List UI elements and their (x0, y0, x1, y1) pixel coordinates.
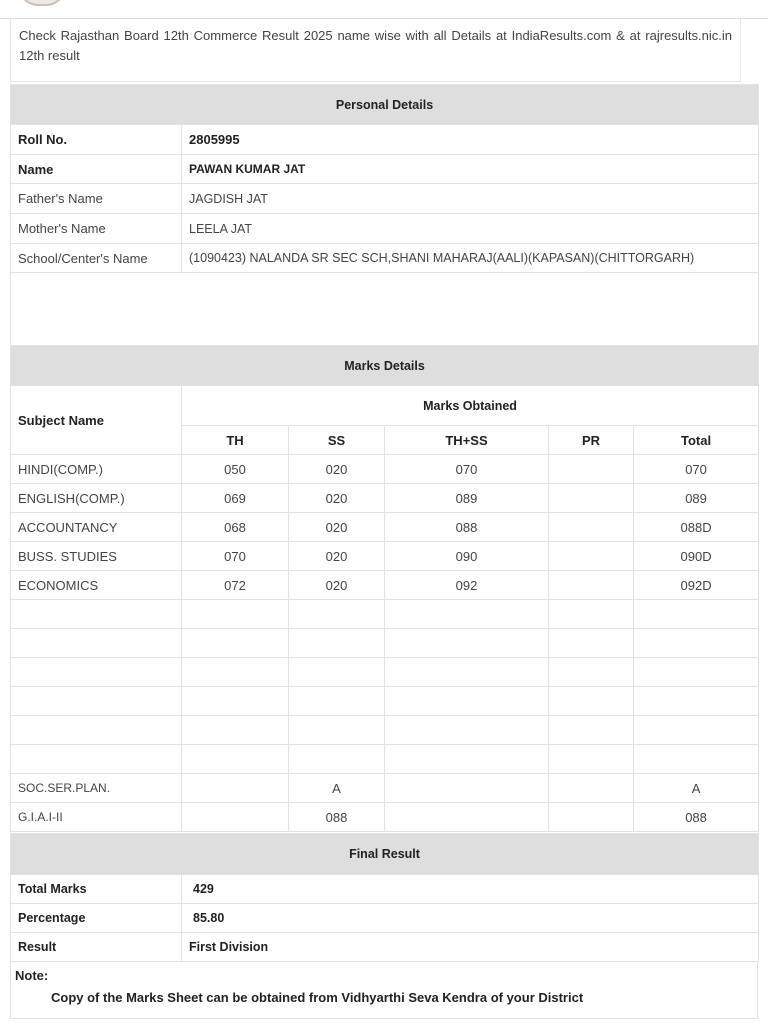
name-label: Name (11, 155, 182, 184)
subject-name-header: Subject Name (11, 386, 182, 455)
ss-cell: 020 (289, 484, 385, 513)
th-cell: 072 (182, 571, 289, 600)
th-cell (182, 803, 289, 832)
note-text: Copy of the Marks Sheet can be obtained from Vidhyarthi Seva Kendra of your District (51, 990, 584, 1005)
thss-cell: 090 (385, 542, 549, 571)
marks-obtained-header: Marks Obtained (182, 386, 759, 426)
th-cell (182, 774, 289, 803)
th-cell: 068 (182, 513, 289, 542)
col-th-header: TH (182, 426, 289, 455)
marks-details-heading: Marks Details (11, 346, 759, 386)
empty-row (11, 658, 759, 687)
marks-details-table (10, 345, 759, 832)
note-title: Note: (15, 968, 49, 983)
ss-cell: 020 (289, 455, 385, 484)
total-marks-label: Total Marks (11, 875, 182, 904)
mother-value: LEELA JAT (182, 214, 759, 244)
name-value: PAWAN KUMAR JAT (182, 155, 759, 184)
percentage-value: 85.80 (182, 904, 759, 933)
ss-cell: 020 (289, 571, 385, 600)
table-row (11, 571, 759, 600)
total-cell: 089 (634, 484, 759, 513)
school-value: (1090423) NALANDA SR SEC SCH,SHANI MAHARAJ(AALI)(KAPASAN)(CHITTORGARH) (182, 244, 759, 273)
col-total-header: Total (634, 426, 759, 455)
result-value: First Division (182, 933, 759, 962)
table-row (11, 513, 759, 542)
personal-details-heading: Personal Details (11, 85, 759, 125)
total-cell: 092D (634, 571, 759, 600)
th-cell: 050 (182, 455, 289, 484)
spacer-row (11, 273, 759, 346)
ss-cell: 020 (289, 542, 385, 571)
thss-cell: 089 (385, 484, 549, 513)
subject-cell: BUSS. STUDIES (11, 542, 182, 571)
table-row (11, 484, 759, 513)
result-label: Result (11, 933, 182, 962)
top-strip (0, 0, 768, 19)
pr-cell (549, 542, 634, 571)
total-cell: 090D (634, 542, 759, 571)
col-thss-header: TH+SS (385, 426, 549, 455)
total-cell: 088D (634, 513, 759, 542)
subject-cell: HINDI(COMP.) (11, 455, 182, 484)
total-marks-value: 429 (182, 875, 759, 904)
th-cell: 070 (182, 542, 289, 571)
pr-cell (549, 484, 634, 513)
pr-cell (549, 571, 634, 600)
subject-cell: ACCOUNTANCY (11, 513, 182, 542)
intro-text: Check Rajasthan Board 12th Commerce Result 2025 name wise with all Details at IndiaResults.com & at rajresults.nic.in 12th result (10, 18, 741, 82)
empty-row (11, 716, 759, 745)
table-row (11, 455, 759, 484)
subject-cell: ENGLISH(COMP.) (11, 484, 182, 513)
father-value: JAGDISH JAT (182, 184, 759, 214)
thss-cell: 092 (385, 571, 549, 600)
father-label: Father's Name (11, 184, 182, 214)
empty-row (11, 600, 759, 629)
pr-cell (549, 774, 634, 803)
pr-cell (549, 513, 634, 542)
thss-cell: 088 (385, 513, 549, 542)
thss-cell: 070 (385, 455, 549, 484)
school-label: School/Center's Name (11, 244, 182, 273)
pr-cell (549, 455, 634, 484)
th-cell: 069 (182, 484, 289, 513)
col-ss-header: SS (289, 426, 385, 455)
empty-row (11, 629, 759, 658)
roll-label: Roll No. (11, 125, 182, 155)
mother-label: Mother's Name (11, 214, 182, 244)
site-logo (18, 0, 66, 6)
final-result-heading: Final Result (11, 834, 759, 875)
total-cell: 070 (634, 455, 759, 484)
subject-cell: SOC.SER.PLAN. (11, 774, 182, 803)
personal-details-table (10, 84, 759, 346)
total-cell: 088 (634, 803, 759, 832)
subject-cell: ECONOMICS (11, 571, 182, 600)
total-cell: A (634, 774, 759, 803)
table-row (11, 774, 759, 803)
table-row (11, 803, 759, 832)
ss-cell: 088 (289, 803, 385, 832)
pr-cell (549, 803, 634, 832)
percentage-label: Percentage (11, 904, 182, 933)
col-pr-header: PR (549, 426, 634, 455)
thss-cell (385, 774, 549, 803)
final-result-table (10, 833, 759, 962)
ss-cell: A (289, 774, 385, 803)
empty-row (11, 745, 759, 774)
table-row (11, 542, 759, 571)
ss-cell: 020 (289, 513, 385, 542)
roll-value: 2805995 (182, 125, 759, 155)
thss-cell (385, 803, 549, 832)
subject-cell: G.I.A.I-II (11, 803, 182, 832)
empty-row (11, 687, 759, 716)
note-box (10, 961, 758, 1019)
